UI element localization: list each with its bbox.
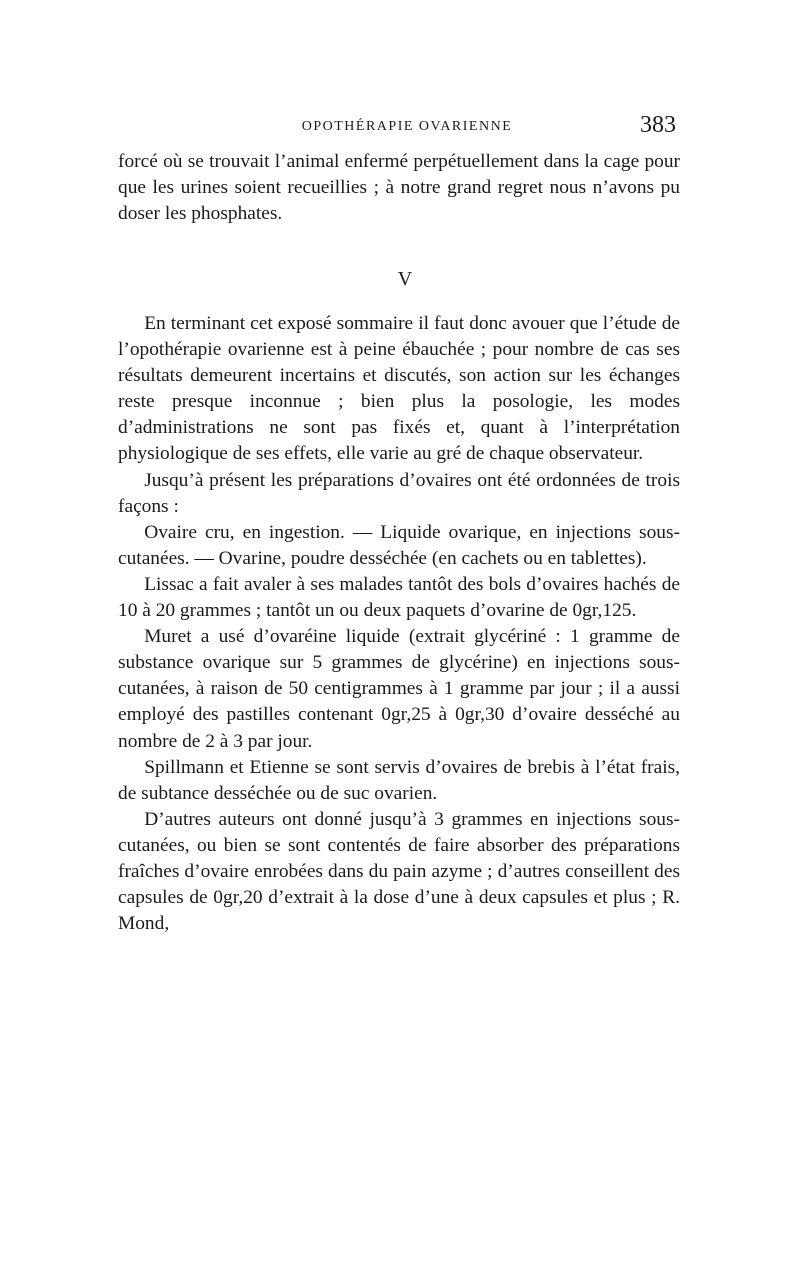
paragraph: Ovaire cru, en ingestion. — Liquide ovarique, en injections sous-cutanées. — Ovarine, poudre desséchée (en cachets ou en tablettes). <box>118 521 680 569</box>
section-body <box>118 311 680 937</box>
section-number: V <box>397 268 413 290</box>
paragraph: Spillmann et Etienne se sont servis d’ovaires de brebis à l’état frais, de subtance desséchée ou de suc ovarien. <box>118 756 680 804</box>
paragraph: D’autres auteurs ont donné jusqu’à 3 grammes en injections sous-cutanées, ou bien se sont contentés de faire absorber des préparations fraîches d’ovaire enrobées dans du pain azyme ; d’autres conseillent des capsules de 0gr,20 d’extrait à la dose d’une à deux capsules et plus ; R. Mond, <box>118 808 680 935</box>
running-title: OPOTHÉRAPIE OVARIENNE <box>301 119 513 134</box>
continuation-paragraph-block <box>118 149 680 227</box>
running-head <box>118 112 676 142</box>
paragraph: Jusqu’à présent les préparations d’ovaires ont été ordonnées de trois façons : <box>118 469 680 517</box>
continuation-paragraph: forcé où se trouvait l’animal enfermé perpétuellement dans la cage pour que les urines soient recueillies ; à notre grand regret nous n’avons pu doser les phosphates. <box>118 151 680 225</box>
paragraph: Lissac a fait avaler à ses malades tantôt des bols d’ovaires hachés de 10 à 20 grammes ; tantôt un ou deux paquets d’ovarine de 0gr,125. <box>118 573 680 622</box>
page-number: 383 <box>640 112 676 138</box>
paragraph: En terminant cet exposé sommaire il faut donc avouer que l’étude de l’opothérapie ovarienne est à peine ébauchée ; pour nombre de cas ses résultats demeurent incertains et discutés, son action sur les échanges reste presque inconnue ; bien plus la posologie, les modes d’administrations ne sont pas fixés et, quant à l’interprétation physiologique de ses effets, elle varie au gré de chaque observateur. <box>118 313 680 465</box>
paragraph: Muret a usé d’ovaréine liquide (extrait glycériné : 1 gramme de substance ovarique sur 5 grammes de glycérine) en injections sous-cutanées, à raison de 50 centigrammes à 1 gramme par jour ; il a aussi employé des pastilles contenant 0gr,25 à 0gr,30 d’ovaire desséché au nombre de 2 à 3 par jour. <box>118 626 680 752</box>
